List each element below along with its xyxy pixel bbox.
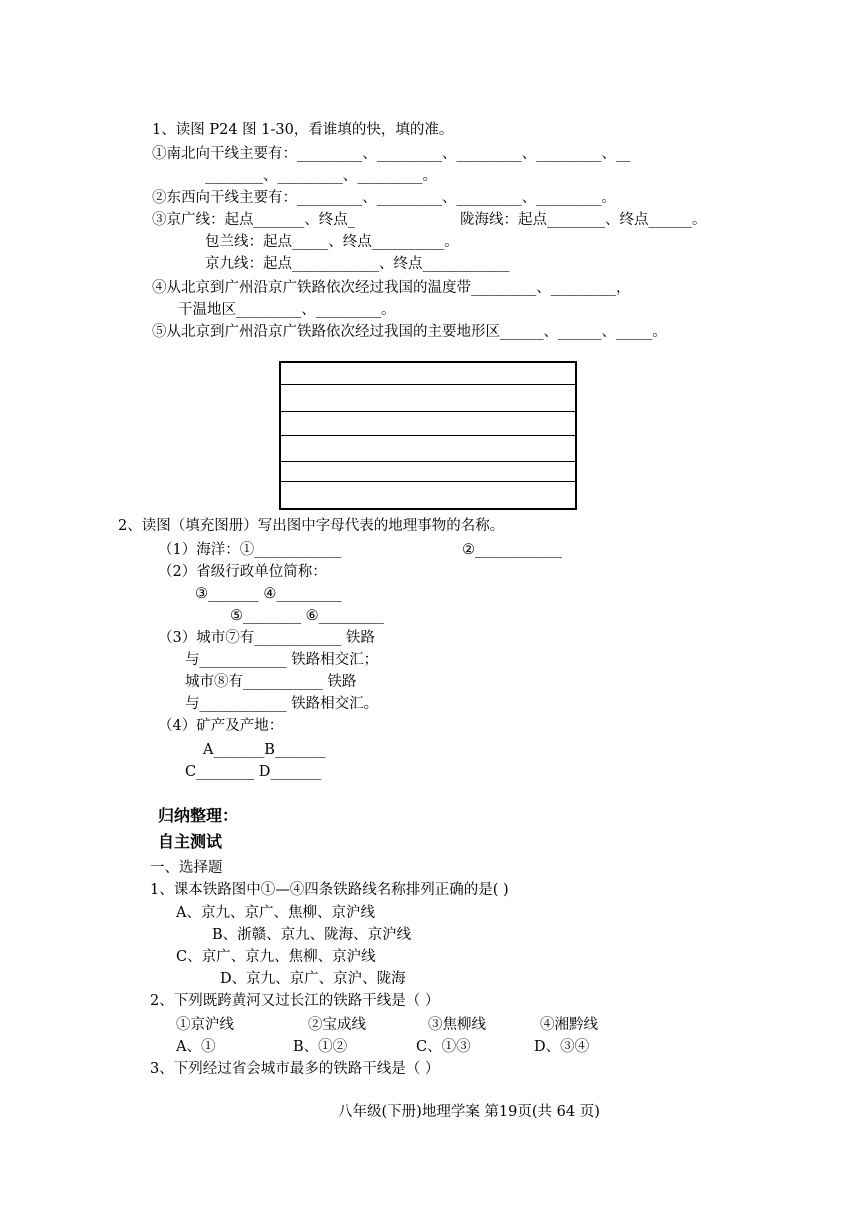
q1-line-8: 干温地区_________、_________。 [178,302,396,318]
q1-line-9: ⑤从北京到广州沿京广铁路依次经过我国的主要地形区______、______、_____。 [152,324,667,340]
box-rule [281,461,575,462]
q1-line-4: ③京广线：起点_______、终点_ [152,212,355,228]
q2-sub-1: （1）海洋：①____________ [158,542,342,558]
mc-q2-option-b: B、①② [293,1039,348,1055]
page-footer: 八年级(下册)地理学案 第19页(共 64 页) [338,1104,600,1120]
mc-q2-item-4: ④湘黔线 [540,1017,598,1033]
box-rule [281,435,575,436]
q2-sub-3a: 与____________ 铁路相交汇； [185,652,379,668]
box-rule [281,481,575,482]
mc-q1: 1、课本铁路图中①—④四条铁路线名称排列正确的是( ) [150,882,509,898]
summary-heading: 归纳整理： [158,806,239,825]
mc-q1-option-a: A、京九、京广、焦柳、京沪线 [176,905,375,921]
q1-line-7: ④从北京到广州沿京广铁路依次经过我国的温度带_________、_________， [152,280,631,296]
mc-q1-option-d: D、京九、京广、京沪、陇海 [220,971,406,987]
q1-line-1: ①南北向干线主要有：_________、_________、_________、_________、__ [152,146,631,162]
mc-q2: 2、下列既跨黄河又过长江的铁路干线是（ ） [150,993,440,1009]
q2-sub-1b: ②____________ [462,542,562,558]
answer-box [279,361,577,510]
mc-q2-item-3: ③焦柳线 [428,1017,486,1033]
selftest-heading: 自主测试 [158,832,223,851]
q2-sub-2: （2）省级行政单位简称： [158,564,327,580]
q2-sub-4b: C________ D_______ [185,764,322,780]
q2-sub-4a: A_______B_______ [203,742,326,758]
section-title: 一、选择题 [150,860,223,876]
mc-q2-option-a: A、① [176,1039,216,1055]
mc-q1-option-c: C、京广、京九、焦柳、京沪线 [176,949,376,965]
q2-sub-3: （3）城市⑦有____________ 铁路 [158,630,375,646]
mc-q3: 3、下列经过省会城市最多的铁路干线是（ ） [150,1061,440,1077]
q1-line-5: 包兰线：起点_____、终点__________。 [205,234,459,250]
mc-q2-option-d: D、③④ [534,1039,590,1055]
q2-sub-4: （4）矿产及产地： [158,718,284,734]
q1-line-2: ________、_________、_________。 [205,168,437,184]
q2-sub-2a: ③_______ ④_________ [195,586,342,602]
q2-sub-3c: 与____________ 铁路相交汇。 [185,696,379,712]
mc-q2-item-1: ①京沪线 [176,1017,234,1033]
q1-line-6: 京九线：起点____________、终点____________ [205,256,510,272]
q1-line-4b: 陇海线：起点________、终点______。 [460,212,707,228]
mc-q1-option-b: B、浙赣、京九、陇海、京沪线 [212,927,412,943]
box-rule [281,411,575,412]
q2-sub-3b: 城市⑧有___________ 铁路 [185,674,357,690]
mc-q2-item-2: ②宝成线 [308,1017,366,1033]
q1-title: 1、读图 P24 图 1-30，看谁填的快，填的准。 [152,122,454,138]
mc-q2-option-c: C、①③ [416,1039,471,1055]
q1-line-3: ②东西向干线主要有：_________、_________、_________、_________。 [152,190,616,206]
box-rule [281,384,575,385]
q2-sub-2b: ⑤________ ⑥_________ [230,608,384,624]
q2-title: 2、读图（填充图册）写出图中字母代表的地理事物的名称。 [118,518,505,534]
